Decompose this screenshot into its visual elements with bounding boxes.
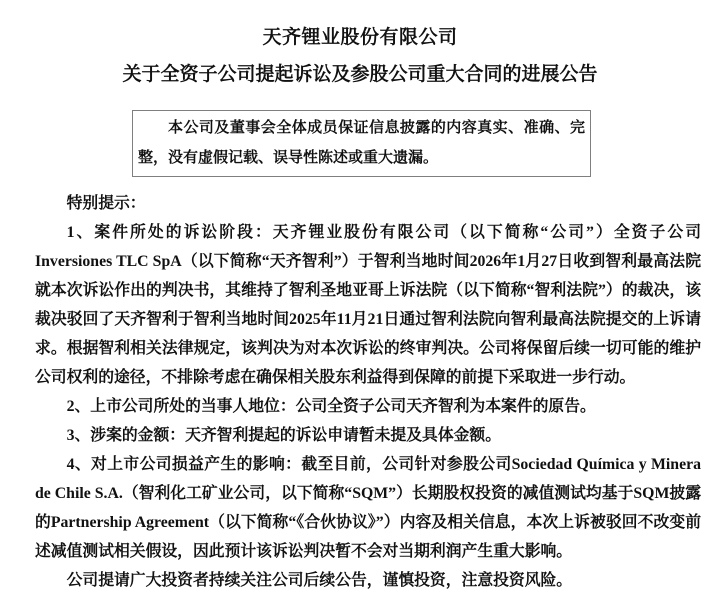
paragraph-investor-reminder: 公司提请广大投资者持续关注公司后续公告，谨慎投资，注意投资风险。 <box>66 572 573 589</box>
disclaimer-box <box>132 110 591 177</box>
document-body <box>0 189 720 595</box>
paragraph-litigation-stage: 1、案件所处的诉讼阶段：天齐锂业股份有限公司（以下简称“公司”）全资子公司Inversiones TLC SpA（以下简称“天齐智利”）于智利当地时间2026年1月27日收到智利最高法院就本次诉讼作出的判决书，其维持了智利圣地亚哥上诉法院（以下简称“智利法院”）的裁决，该裁决驳回了天齐智利于智利当地时间2025年11月21日通过智利法院向智利最高法院提交的上诉请求。根据智利相关法律规定，该判决为对本次诉讼的终审判决。公司将保留后续一切可能的维护公司权利的途径，不排除考虑在确保相关股东利益得到保障的前提下采取进一步行动。 <box>35 224 701 386</box>
paragraph-profit-impact: 4、对上市公司损益产生的影响：截至目前，公司针对参股公司Sociedad Química y Minera de Chile S.A.（智利化工矿业公司，以下简称“SQM”）长期股权投资的减值测试均基于SQM披露的Partnership Agreement（以下简称“《合伙协议》”）内容及相关信息，本次上诉被驳回不改变前述减值测试相关假设，因此预计该诉讼判决暂不会对当期利润产生重大影响。 <box>35 456 701 560</box>
announcement-title: 关于全资子公司提起诉讼及参股公司重大合同的进展公告 <box>122 64 598 85</box>
paragraph-case-amount: 3、涉案的金额：天齐智利提起的诉讼申请暂未提及具体金额。 <box>66 427 502 444</box>
company-name-title: 天齐锂业股份有限公司 <box>262 27 458 48</box>
disclaimer-text: 本公司及董事会全体成员保证信息披露的内容真实、准确、完整，没有虚假记载、误导性陈述或重大遗漏。 <box>138 120 585 166</box>
special-notice-heading: 特别提示： <box>66 195 146 212</box>
paragraph-party-position: 2、上市公司所处的当事人地位：公司全资子公司天齐智利为本案件的原告。 <box>66 398 596 415</box>
